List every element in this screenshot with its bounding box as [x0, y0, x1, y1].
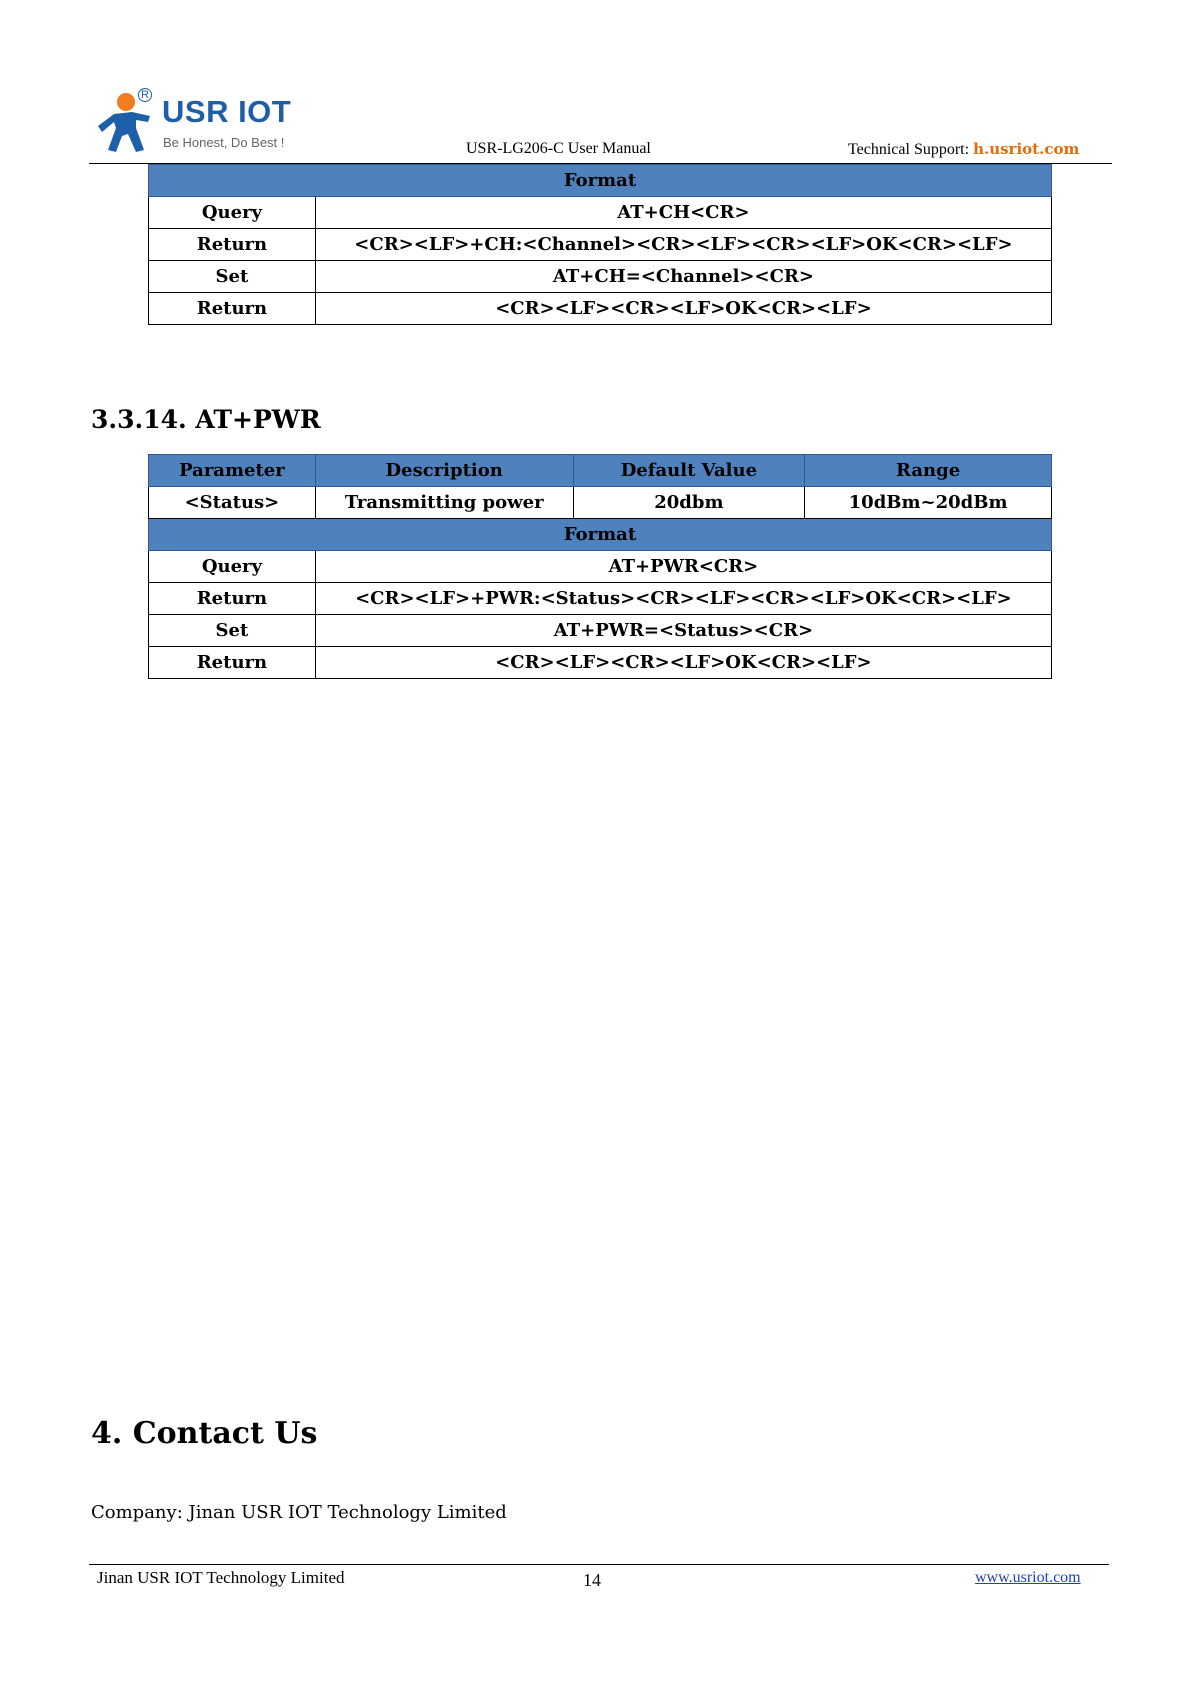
table-row — [149, 551, 1052, 583]
table-cell: Transmitting power — [315, 487, 573, 519]
table-cell: 10dBm~20dBm — [805, 487, 1052, 519]
column-header: Range — [805, 455, 1052, 487]
table-row — [149, 197, 1052, 229]
table-row — [149, 583, 1052, 615]
row-label: Query — [149, 197, 316, 229]
registered-mark: R — [138, 88, 152, 102]
ch-format-table — [148, 164, 1052, 325]
row-label: Return — [149, 293, 316, 325]
company-line: Company: Jinan USR IOT Technology Limited — [91, 1502, 507, 1523]
row-value: AT+PWR=<Status><CR> — [315, 615, 1051, 647]
page-number: 14 — [583, 1570, 601, 1590]
column-header: Default Value — [573, 455, 805, 487]
row-label: Set — [149, 615, 316, 647]
section-heading-at-pwr: 3.3.14. AT+PWR — [91, 405, 321, 434]
usr-iot-logo — [92, 88, 302, 158]
table-row — [149, 293, 1052, 325]
column-header: Description — [315, 455, 573, 487]
footer-company: Jinan USR IOT Technology Limited — [97, 1568, 345, 1587]
support-link[interactable]: h.usriot.com — [973, 140, 1080, 158]
footer-divider — [89, 1564, 1109, 1565]
row-label: Return — [149, 647, 316, 679]
row-label: Set — [149, 261, 316, 293]
table-row — [149, 647, 1052, 679]
row-value: <CR><LF><CR><LF>OK<CR><LF> — [315, 647, 1051, 679]
support-label: Technical Support: — [848, 141, 974, 158]
section-heading-contact-us: 4. Contact Us — [91, 1416, 318, 1451]
table-row — [149, 229, 1052, 261]
row-value: AT+CH<CR> — [315, 197, 1051, 229]
row-value: <CR><LF>+CH:<Channel><CR><LF><CR><LF>OK<CR><LF> — [315, 229, 1051, 261]
footer-website-link[interactable]: www.usriot.com — [975, 1569, 1081, 1586]
row-value: AT+CH=<Channel><CR> — [315, 261, 1051, 293]
logo-slogan: Be Honest, Do Best ! — [163, 135, 285, 150]
table-cell: 20dbm — [573, 487, 805, 519]
manual-title: USR-LG206-C User Manual — [466, 140, 651, 157]
table-row — [149, 487, 1052, 519]
row-label: Query — [149, 551, 316, 583]
table-row — [149, 165, 1052, 197]
person-logo-icon — [92, 92, 158, 156]
pwr-parameter-table — [148, 454, 1052, 679]
row-label: Return — [149, 583, 316, 615]
table-cell: <Status> — [149, 487, 316, 519]
table-row — [149, 615, 1052, 647]
format-header: Format — [149, 519, 1052, 551]
row-value: AT+PWR<CR> — [315, 551, 1051, 583]
logo-brand-text: USR IOT — [162, 94, 292, 129]
table-row — [149, 261, 1052, 293]
row-label: Return — [149, 229, 316, 261]
format-header: Format — [149, 165, 1052, 197]
table-row — [149, 519, 1052, 551]
column-header: Parameter — [149, 455, 316, 487]
technical-support — [848, 140, 1079, 159]
row-value: <CR><LF><CR><LF>OK<CR><LF> — [315, 293, 1051, 325]
table-header-row — [149, 455, 1052, 487]
row-value: <CR><LF>+PWR:<Status><CR><LF><CR><LF>OK<CR><LF> — [315, 583, 1051, 615]
